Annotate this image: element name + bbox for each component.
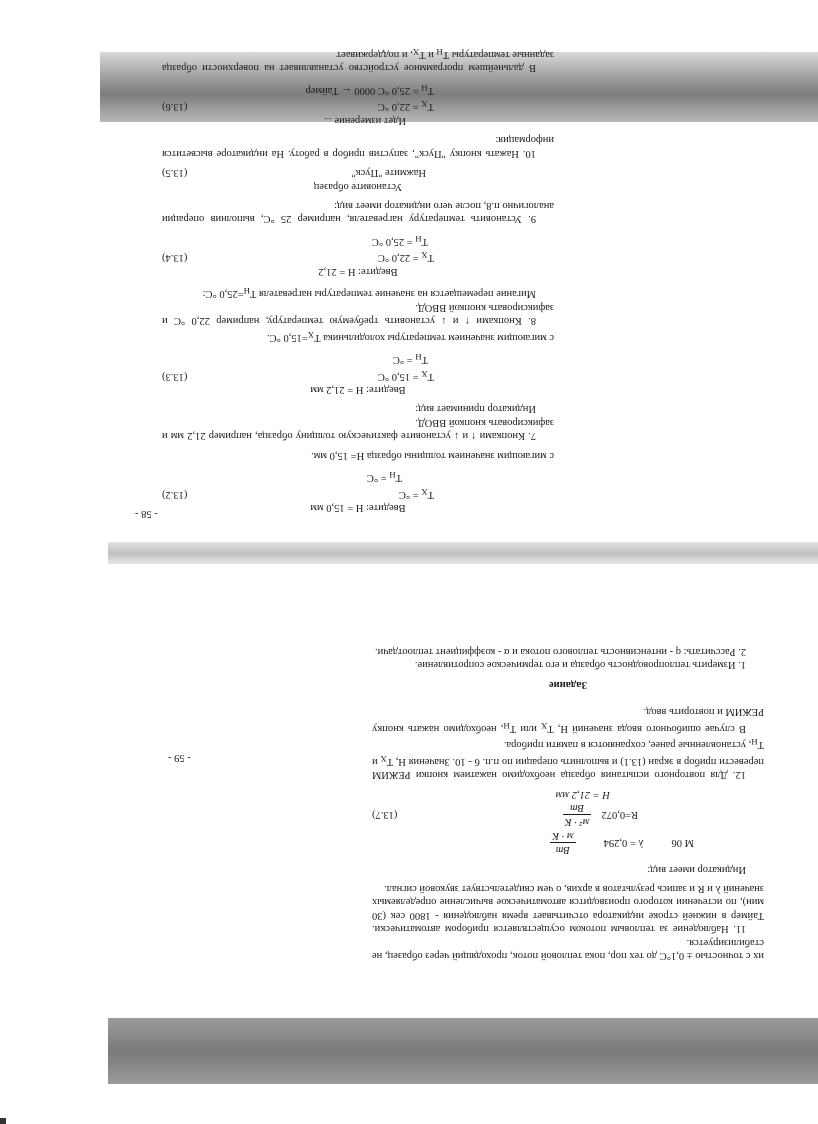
screen-13-5 [162,166,554,193]
lambda-row [372,828,694,856]
th-value: $T_H = ^\circ C$ [392,351,428,366]
paragraph-8: 8. Кнопками ↑ и ↓ установить требуемую температуру, например 22,0 °C и зафиксировать кнопкой ВВОД. [162,301,554,327]
tx-row [162,97,434,114]
tx-value: $T_X = 22,0$ °C [377,250,434,264]
tx-row [162,484,554,501]
task-item-2: 2. Рассчитать: q - интенсивность теплового потока и α - коэффициент теплоотдачи. [374,646,746,657]
paragraph: В случае ошибочного ввода значений H, $T_X$ или $T_H$, необходимо нажать кнопку РЕЖИМ и повторить ввод. [372,706,764,734]
r-row [372,801,694,829]
tx-value: $T_X = ^\circ C$ [398,486,434,500]
scan-edge-mark [0,1118,6,1124]
set-sample-line: Установите образец [313,180,403,192]
paragraph-9: 9. Установить температуру нагревателя, например 25 °C, выполнив операции аналогично п.8, после чего индикатор имеет вид: [162,199,554,225]
screen-13-6 [162,81,434,127]
paragraph: Мигание перемещается на значение температуры нагревателя $T_H=25,0$ °C: [202,286,536,300]
paragraph: с мигающим значением температуры холодильника $T_X=15,0$ °C. [267,329,554,343]
page-59-body [372,582,764,962]
task-heading: Задание [548,678,588,690]
unit-denominator: м · K [552,829,574,841]
lambda-value: λ = 0,294 [603,836,644,848]
equation-number: (13.4) [162,252,188,264]
tx-value: $T_X = 15,0$ °C [377,368,434,382]
paragraph: В дальнейшем программное устройство устанавливает на поверхности образца заданные температуры $T_H$ и $T_X$, и поддерживает [162,47,554,74]
tx-row [162,366,554,383]
th-value: $T_H = ^\circ C$ [366,470,402,484]
scan-shadow-bottom [108,1018,818,1084]
r-unit [563,801,592,829]
paragraph: с мигающим значением толщины образца H= 15,0 мм. [311,449,554,461]
tx-value: $T_X = 22,0$ °C [377,99,434,113]
book-gutter [108,542,818,564]
prompt-line: Введите: H = 21,2 [318,265,398,277]
equation-number: (13.3) [162,370,188,382]
screen-13-3 [162,350,554,396]
r-value: R=0,072 [601,809,638,821]
paragraph-12: 12. Для повторного испытания образца необходимо нажатием кнопки РЕЖИМ перевести прибор в экран (13.1) и выполнить операции по п.п. 6 - 10. Значения H, $T_X$ и $T_H$, установленные ранее, сохраняются в памяти прибора. [372,737,764,781]
paragraph-7: 7. Кнопками ↑ и ↓ установите фактическую толщину образца, например 21,2 мм и зафиксировать кнопкой ВВОД. [162,416,554,442]
screen-13-7 [372,787,694,856]
page-number-58: - 58 - [135,508,158,519]
paragraph: Индикатор имеет вид: [647,863,746,875]
screen-13-4 [162,231,554,277]
tx-row [162,248,554,265]
paragraph-10: 10. Нажать кнопку "Пуск", запустив прибор в работу. На индикаторе высветится информация: [162,134,554,159]
lambda-unit [550,828,576,856]
paragraph: их с точностью ± 0,1°C до тех пор, пока тепловой поток, проходящий через образец, не стабилизируется. [372,936,764,961]
task-item-1: 1. Измерить теплопроводность образца и его термическое сопротивление. [414,659,746,671]
h-value: H = 21,2 мм [555,788,610,800]
start-row [162,166,554,179]
paragraph: Индикатор принимает вид: [415,403,536,415]
measuring-line: Идет измерение ... [323,114,406,126]
press-start-line: Нажмите "Пуск" [351,167,426,179]
prompt-line: Введите: H = 21,2 мм [310,383,406,395]
prompt-line: Введите: H = 15,0 мм [310,502,406,513]
paragraph-11: 11. Наблюдение за тепловым потоком осуществляется прибором автоматически. Таймер в нижней строке индикатора отсчитывает время наблюдения - 1800 сек (30 мин), по истечении которого производится автоматическое вычисление определяемых значений λ и R и запись результатов в архив, о чем свидетельствует звуковой сигнал. [372,882,764,935]
th-value: $T_H = 25,0$ °C [371,233,428,247]
equation-number: (13.6) [162,101,188,113]
unit-denominator: Вт [570,801,585,813]
unit-numerator: м² · K [563,814,592,828]
equation-number: (13.7) [372,809,398,821]
screen-13-2 [162,468,554,514]
unit-numerator: Вт [550,842,576,856]
equation-number: (13.5) [162,167,188,179]
mode-code: M 06 [671,836,694,848]
page-58-body [162,47,554,514]
page-number-59: - 59 - [168,752,191,763]
th-timer-line: $T_H = 25,0$ °C 0000 ← Таймер [305,82,434,96]
equation-number: (13.2) [162,488,188,500]
